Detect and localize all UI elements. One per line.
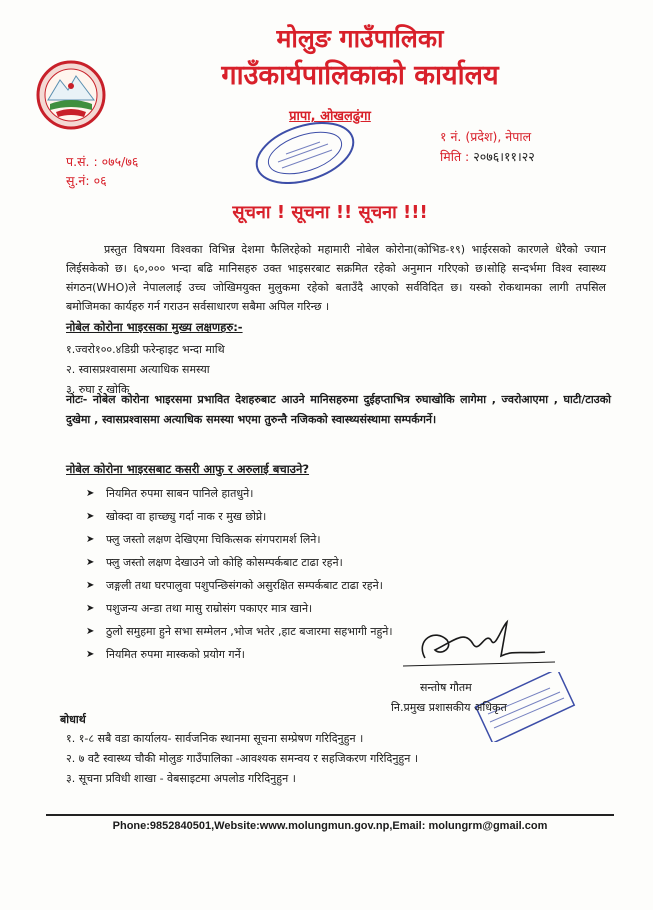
office-seal-icon	[250, 122, 360, 184]
office-address: प्रापा, ओखलढुंगा	[289, 109, 371, 124]
list-item: ➤ जङ्गली तथा घरपालुवा पशुपन्छिसंगको असुरक्षित सम्पर्कबाट टाढा रहने।	[86, 579, 383, 592]
arrow-bullet-icon: ➤	[86, 534, 95, 545]
list-item: ➤ खोक्दा वा हाच्छ्यु गर्दा नाक र मुख छोप्ने।	[86, 510, 267, 523]
footer-divider	[46, 814, 614, 816]
list-item: ➤ नियमित रुपमा साबन पानिले हातधुने।	[86, 487, 254, 500]
prevention-list	[86, 482, 393, 666]
signatory-title: नि.प्रमुख प्रशासकीय अधिकृत	[391, 701, 507, 714]
symptom-item: २. स्वासप्रश्वासमा अत्याधिक समस्या	[66, 363, 210, 376]
symptoms-heading: नोबेल कोरोना भाइरसका मुख्य लक्षणहरु:-	[66, 320, 243, 334]
office-name: गाउँकार्यपालिकाको कार्यालय	[221, 60, 499, 91]
arrow-bullet-icon: ➤	[86, 603, 95, 614]
cc-heading: बोधार्थ	[60, 713, 86, 726]
arrow-bullet-icon: ➤	[86, 580, 95, 591]
cn-value: ०६	[93, 173, 107, 188]
note-paragraph: नोटः- नोबेल कोरोना भाइरसमा प्रभावित देशहरुबाट आउने मानिसहरुमा दुईहप्ताभित्र रुघाखोकि लागेमा , ज्वरोआएमा , घाटी/टाउको दुखेमा , स्वासप्रश्वासमा अत्याधिक समस्या भएमा तुरुन्तै नजिकको स्वास्थ्यसंस्थामा सम्पर्कगर्ने।	[66, 393, 611, 426]
arrow-bullet-icon: ➤	[86, 488, 95, 499]
date-line	[440, 147, 535, 166]
prevention-heading: नोबेल कोरोना भाइरसबाट कसरी आफु र अरुलाई बचाउने?	[66, 462, 310, 476]
cn-line	[66, 171, 107, 190]
arrow-bullet-icon: ➤	[86, 626, 95, 637]
body-paragraph: प्रस्तुत विषयमा विश्वका विभिन्न देशमा फैलिरहेको महामारी नोबेल कोरोना(कोभिड-१९) भाईरसको कारणले धेरैको ज्यान लिईसकेको छ। ६०,००० भन्दा बढि मानिसहरु उक्त भाइसरबाट सक्रमित रहेको अनुमान गरिएको छ।सोहि सन्दर्भमा विश्व स्वास्थ्य संगठन(WHO)ले नेपाललाई उच्च जोखिमयुक्त मुलुकमा रहेको बताउँदै आएको सर्वविदित छ। यस्को रोकथामका लागी तपसिल बमोजिमका कार्यहरु गर्न गराउन सर्वसाधारण सबैमा अपिल गरिन्छ ।	[66, 243, 606, 313]
nepal-emblem-icon	[36, 60, 106, 130]
signatory-name: सन्तोष गौतम	[420, 681, 472, 694]
arrow-bullet-icon: ➤	[86, 649, 95, 660]
date-value: २०७६।११।२२	[473, 149, 535, 164]
symptom-item: १.ज्वरो१००.४डिग्री फरेन्हाइट भन्दा माथि	[66, 343, 225, 356]
ps-value: ०७५/७६	[101, 154, 139, 169]
municipality-name: मोलुङ गाउँपालिका	[276, 24, 444, 53]
ps-label: प.सं. :	[66, 154, 98, 169]
ps-line	[66, 152, 138, 171]
notice-title: सूचना ! सूचना !! सूचना !!!	[232, 202, 428, 223]
cn-label: सु.नं:	[66, 173, 90, 188]
list-item: ➤ ठुलो समुहमा हुने सभा सम्मेलन ,भोज भतेर ,हाट बजारमा सहभागी नहुने।	[86, 625, 393, 638]
symptom-item: ३. रुघा र खोकि	[66, 383, 130, 396]
handwritten-signature-icon	[395, 610, 560, 670]
footer-contact: Phone:9852840501,Website:www.molungmun.gov.np,Email: molungrm@gmail.com	[112, 820, 548, 832]
list-item: ➤ फ्लु जस्तो लक्षण देखिएमा चिकित्सक संगपरामर्श लिने।	[86, 533, 321, 546]
cc-item: ३. सूचना प्रविधी शाखा - वेबसाइटमा अपलोड गरिदिनुहुन ।	[66, 772, 296, 785]
province-label: १ नं. (प्रदेश), नेपाल	[440, 129, 532, 144]
cc-item: १. १-८ सबै वडा कार्यालय- सार्वजनिक स्थानमा सूचना सम्प्रेषण गरिदिनुहुन ।	[66, 732, 364, 745]
arrow-bullet-icon: ➤	[86, 557, 95, 568]
list-item: ➤ नियमित रुपमा मास्कको प्रयोग गर्ने।	[86, 648, 245, 661]
arrow-bullet-icon: ➤	[86, 511, 95, 522]
cc-item: २. ७ वटै स्वास्थ्य चौकी मोलुङ गाउँपालिका -आवश्यक समन्वय र सहजिकरण गरिदिनुहुन ।	[66, 752, 419, 765]
list-item: ➤ पशुजन्य अन्डा तथा मासु राम्रोसंग पकाएर मात्र खाने।	[86, 602, 313, 615]
list-item: ➤ फ्लु जस्तो लक्षण देखाउने जो कोहि कोसम्पर्कबाट टाढा रहने।	[86, 556, 343, 569]
date-label: मिति :	[440, 149, 470, 164]
